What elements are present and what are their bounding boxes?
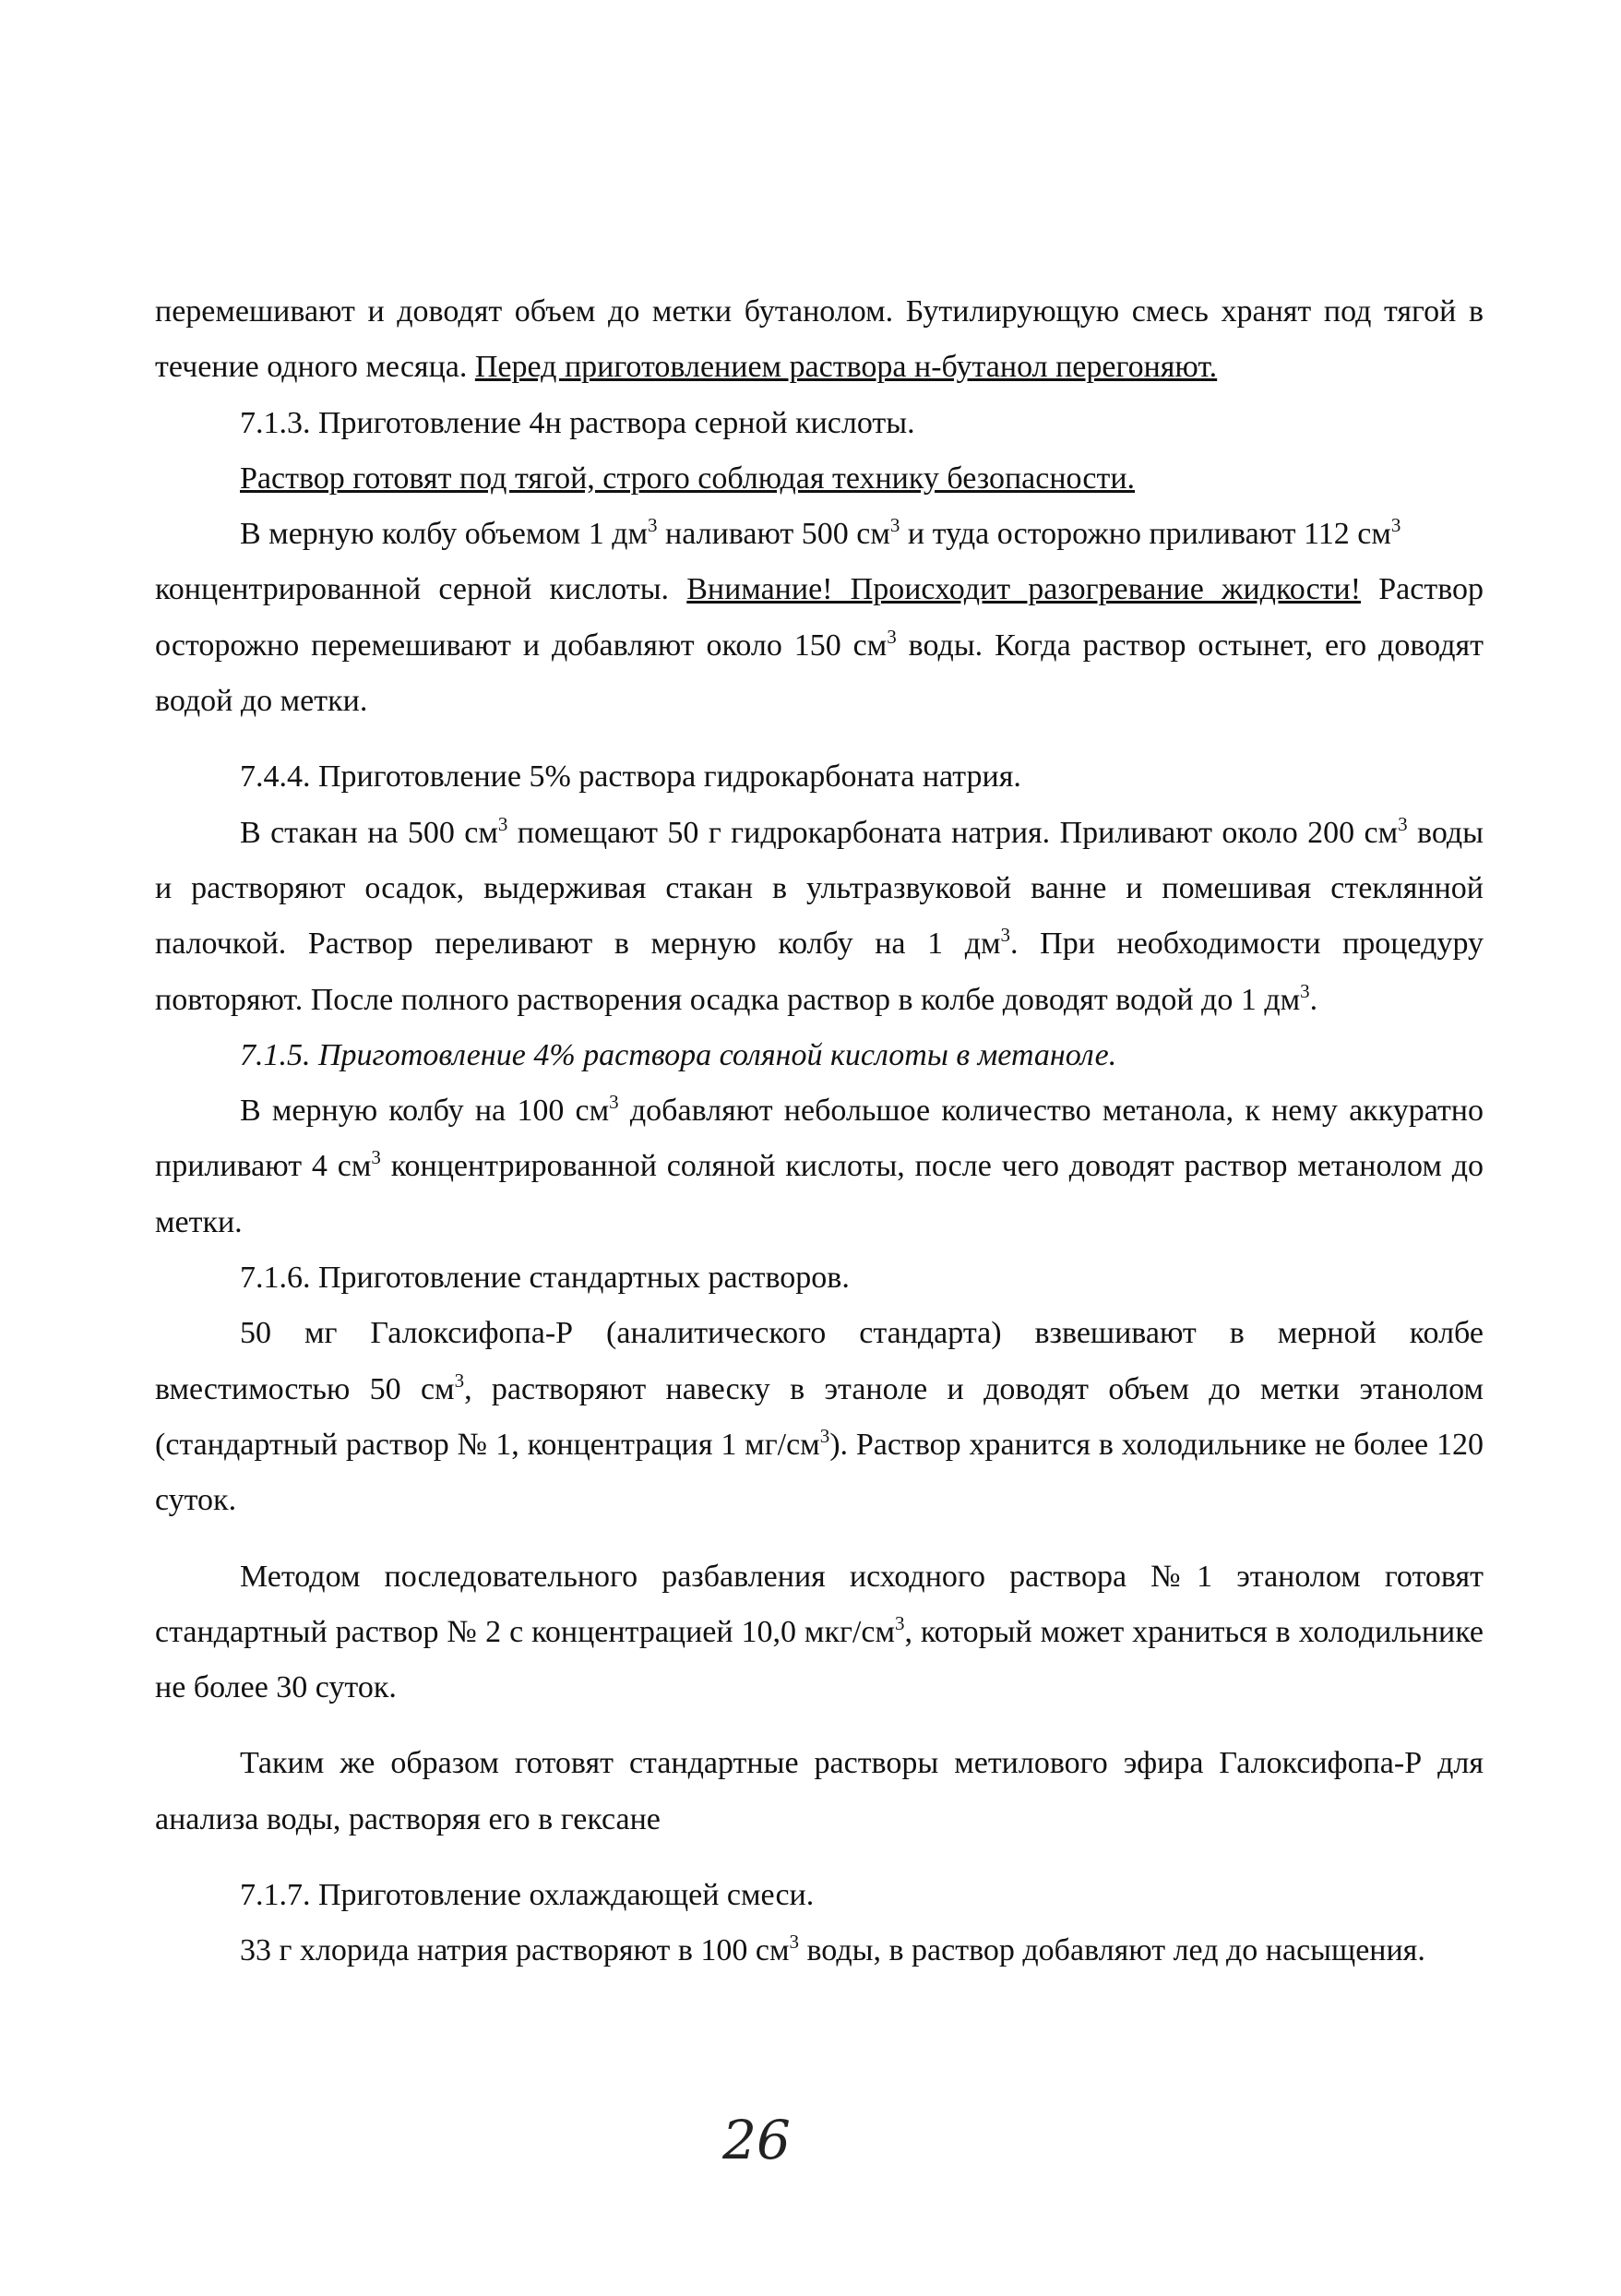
superscript: 3 [819,1424,830,1447]
text-fragment: добавляют небольшое количество метанола, к нему аккуратно приливают 4 см [155,1094,1484,1184]
heading-7-4-4: 7.4.4. Приготовление 5% раствора гидрокарбоната натрия. [240,759,1021,795]
superscript: 3 [371,1146,381,1169]
text-fragment: 50 мг Галоксифопа-Р (аналитического стандарта) взвешивают в мерной колбе вместимостью 50 см [155,1316,1484,1406]
superscript: 3 [1000,924,1011,947]
text-fragment: . При необходимости процедуру повторяют. После полного растворения осадка раствор в колбе доводят водой до 1 дм [155,927,1484,1017]
paragraph-methyl-ester: Таким же образом готовят стандартные растворы метилового эфира Галоксифопа-Р для анализа воды, растворяя его в гексане [155,1746,1484,1836]
paragraph-dilution [155,1549,1484,1716]
superscript: 3 [609,1091,619,1114]
superscript: 3 [1398,812,1408,835]
paragraph-cooling-mixture [155,1923,1484,1979]
page-number: 26 [722,2109,791,2171]
text-fragment: 33 г хлорида натрия растворяют в 100 см [240,1933,790,1968]
paragraph-sulfuric-acid [155,507,1484,729]
text-fragment: воды. Когда раствор остынет, его доводят водой до метки. [155,628,1484,719]
superscript: 3 [889,514,900,537]
text-fragment: воды и растворяют осадок, выдерживая стакан в ультразвуковой ванне и помешивая стеклянной палочкой. Раствор переливают в мерную колбу на 1 дм [155,815,1484,962]
heading-7-1-7: 7.1.7. Приготовление охлаждающей смеси. [240,1878,815,1913]
text-fragment: , растворяют навеску в этаноле и доводят объем до метки этанолом (стандартный раствор № 1, концентрация 1 мг/см [155,1371,1484,1462]
text-fragment: Раствор осторожно перемешивают и добавляют около 150 см [155,572,1484,663]
text-fragment: В мерную колбу на 100 см [240,1094,610,1129]
paragraph-standard-solutions [155,1306,1484,1528]
document-body [155,284,1484,1979]
warning-note: Внимание! Происходит разогревание жидкости! [686,572,1362,607]
underlined-note: Перед приготовлением раствора н-бутанол перегоняют. [474,350,1218,385]
superscript: 3 [454,1369,465,1392]
paragraph-text: перемешивают и доводят объем до метки бутанолом. Бутилирующую смесь хранят под тягой в течение одного месяца. [155,294,1484,385]
superscript: 3 [789,1931,799,1954]
superscript: 3 [497,812,508,835]
text-fragment: ). Раствор хранится в холодильнике не более 120 суток. [155,1427,1484,1518]
paragraph-butanol-storage [155,284,1484,396]
superscript: 3 [648,514,658,537]
text-fragment: Методом последовательного разбавления исходного раствора №1 этанолом готовят стандартный раствор № 2 с концентрацией 10,0 мкг/см [155,1559,1484,1649]
text-fragment: В стакан на 500 см [240,815,498,850]
text-fragment: В мерную колбу объемом 1 дм [240,517,649,552]
superscript: 3 [887,625,897,648]
safety-note: Раствор готовят под тягой, строго соблюдая технику безопасности. [240,460,1136,496]
text-fragment: . [1309,982,1318,1017]
heading-7-1-5: 7.1.5. Приготовление 4% раствора соляной кислоты в метаноле. [240,1037,1117,1072]
text-fragment: наливают 500 см [657,517,890,552]
paragraph-hydrochloric-acid [155,1083,1484,1250]
superscript: 3 [1390,514,1401,537]
superscript: 3 [894,1611,905,1634]
text-fragment: и туда осторожно приливают 112 см [900,517,1391,552]
text-fragment: помещают 50 г гидрокарбоната натрия. Приливают около 200 см [507,815,1399,850]
superscript: 3 [1300,979,1310,1002]
heading-7-1-6: 7.1.6. Приготовление стандартных растворов. [240,1261,850,1296]
paragraph-sodium-bicarbonate [155,806,1484,1028]
text-fragment: воды, в раствор добавляют лед до насыщения. [798,1933,1425,1968]
text-fragment: концентрированной серной кислоты. [155,572,687,607]
text-fragment: концентрированной соляной кислоты, после чего доводят раствор метанолом до метки. [155,1149,1484,1239]
text-fragment: , который может храниться в холодильнике не более 30 суток. [155,1614,1484,1705]
heading-7-1-3: 7.1.3. Приготовление 4н раствора серной кислоты. [240,405,915,440]
